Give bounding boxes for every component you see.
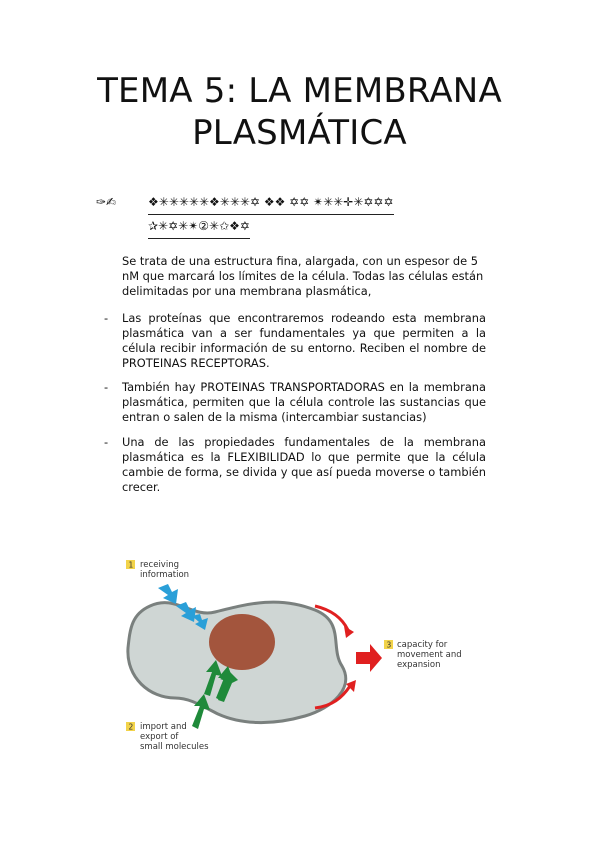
- cell-membrane-diagram: [120, 548, 480, 768]
- title-line-1: TEMA 5: LA MEMBRANA: [97, 71, 502, 111]
- list-item-text: Las proteínas que encontraremos rodeando esta membrana plasmática van a ser fundamentales ya que permiten a la célula recibir información de su entorno. Reciben el nombre de PROTEINAS RECEPTORAS.: [122, 311, 486, 370]
- label-3-line-3: expansion: [397, 660, 441, 670]
- heading-line-2: ✰✳✡✳✴②✳✩❖✡: [148, 214, 250, 239]
- heading-bullet-icon: ✑✍: [96, 195, 117, 209]
- title-line-2: PLASMÁTICA: [192, 113, 407, 153]
- label-1-line-1: receiving: [140, 560, 179, 570]
- list-dash: -: [104, 435, 109, 449]
- label-3-line-2: movement and: [397, 650, 462, 660]
- label-2-line-1: import and: [140, 722, 187, 732]
- label-3-line-1: capacity for: [397, 640, 448, 650]
- label-2-line-2: export of: [140, 732, 179, 742]
- label-3-number: 3: [386, 640, 392, 650]
- nucleus: [209, 614, 275, 670]
- list-dash: -: [104, 380, 109, 394]
- list-dash: -: [104, 311, 109, 325]
- label-2-number: 2: [128, 722, 134, 732]
- list-item-text: Una de las propiedades fundamentales de la membrana plasmática es la FLEXIBILIDAD lo que permite que la célula cambie de forma, se divida y que así pueda moverse o también crecer.: [122, 435, 486, 494]
- label-1-line-2: information: [140, 570, 190, 580]
- intro-paragraph: Se trata de una estructura fina, alargada, con un espesor de 5 nM que marcará los límites de la célula. Todas las células están delimitadas por una membrana plasmática,: [122, 254, 484, 298]
- list-item-text: También hay PROTEINAS TRANSPORTADORAS en la membrana plasmática, permiten que la célula controle las sustancias que entran o salen de la misma (intercambiar sustancias): [122, 380, 486, 424]
- label-1-number: 1: [128, 560, 134, 570]
- label-2-line-3: small molecules: [140, 742, 209, 752]
- page-title: [40, 70, 559, 154]
- heading-line-1: ❖✳✳✳✳✳❖✳✳✳✡ ❖❖ ✡✡ ✴✳✳✛✳✡✡✡: [148, 190, 394, 215]
